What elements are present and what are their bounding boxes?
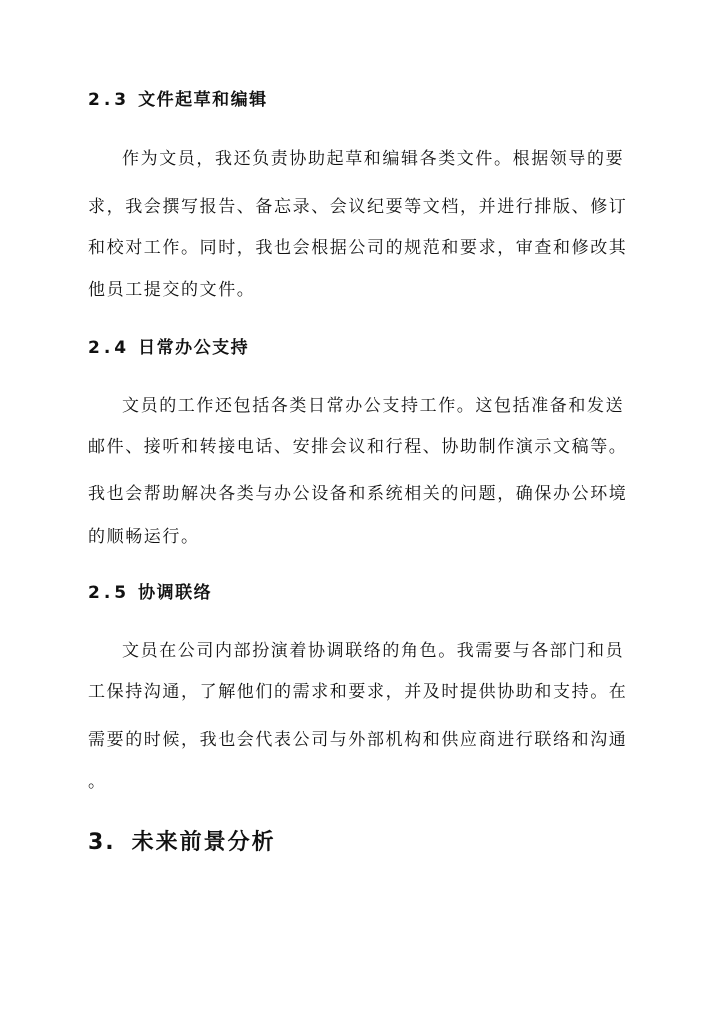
section-number: 2.3: [88, 90, 131, 110]
paragraph-line: 需要的时候，我也会代表公司与外部机构和供应商进行联络和沟通: [88, 730, 628, 750]
section-title: 文件起草和编辑: [138, 90, 268, 110]
section-heading-2-3: [88, 89, 268, 111]
chapter-title: 未来前景分析: [131, 830, 276, 855]
paragraph-line: 和校对工作。同时，我也会根据公司的规范和要求，审查和修改其: [88, 238, 628, 258]
section-number: 2.4: [88, 338, 131, 358]
chapter-heading-3: [88, 829, 276, 857]
paragraph-line: 文员的工作还包括各类日常办公支持工作。这包括准备和发送: [122, 396, 625, 416]
section-number: 2.5: [88, 583, 131, 603]
paragraph-line: 作为文员，我还负责协助起草和编辑各类文件。根据领导的要: [122, 149, 625, 169]
paragraph-line: 的顺畅运行。: [88, 527, 200, 547]
paragraph-line: 文员在公司内部扮演着协调联络的角色。我需要与各部门和员: [122, 641, 625, 661]
paragraph-line: 邮件、接听和转接电话、安排会议和行程、协助制作演示文稿等。: [88, 437, 628, 457]
section-title: 协调联络: [138, 583, 213, 603]
section-heading-2-5: [88, 582, 212, 604]
paragraph-line: 。: [88, 772, 107, 792]
section-title: 日常办公支持: [138, 338, 250, 358]
section-heading-2-4: [88, 337, 249, 359]
chapter-number: 3.: [88, 830, 116, 855]
paragraph-line: 我也会帮助解决各类与办公设备和系统相关的问题，确保办公环境: [88, 484, 628, 504]
paragraph-line: 他员工提交的文件。: [88, 280, 256, 300]
paragraph-line: 求，我会撰写报告、备忘录、会议纪要等文档，并进行排版、修订: [88, 197, 628, 217]
paragraph-line: 工保持沟通，了解他们的需求和要求，并及时提供协助和支持。在: [88, 682, 628, 702]
